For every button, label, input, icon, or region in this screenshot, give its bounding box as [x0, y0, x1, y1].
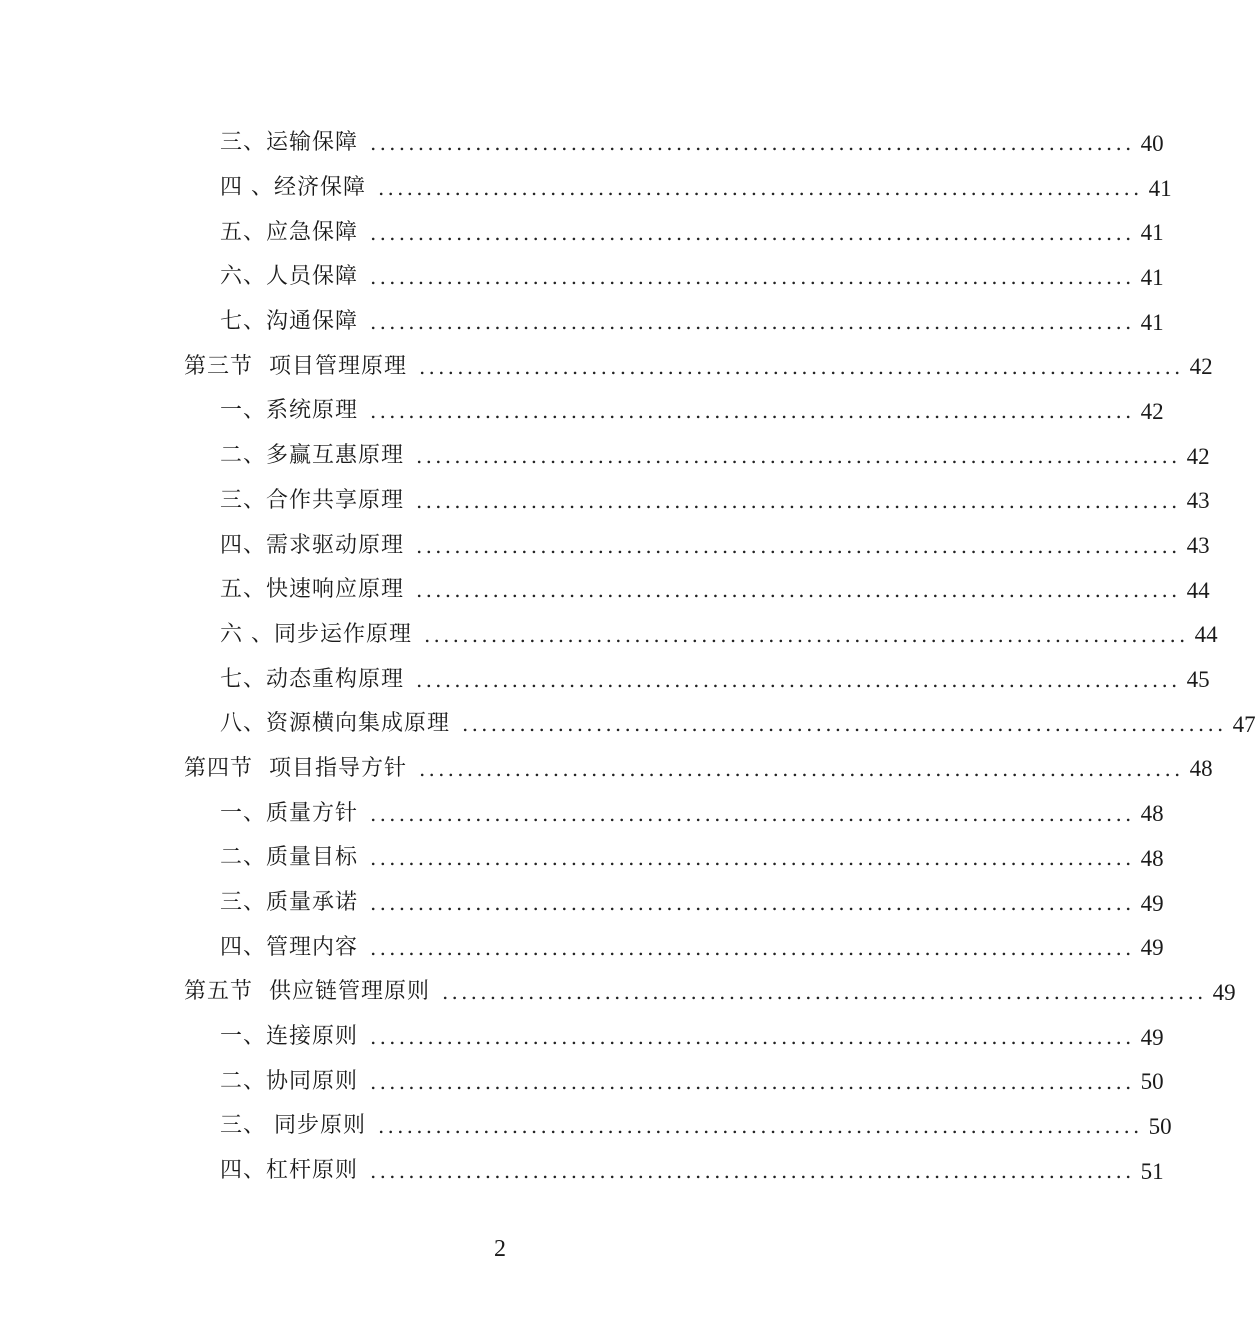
page-number: 2 [494, 1236, 506, 1262]
dot-leader: ................................................................................ [370, 801, 1135, 826]
toc-entry-page: 44 [1194, 622, 1218, 648]
toc-entry-page: 48 [1140, 801, 1164, 827]
toc-entry-page: 48 [1140, 845, 1164, 871]
toc-entry-label: 三、运输保障 [220, 130, 359, 156]
dot-leader: ................................................................................ [378, 176, 1143, 201]
toc-entry-label: 三、合作共享原理 [220, 487, 405, 513]
dot-leader: ................................................................................ [370, 846, 1135, 871]
toc-entry-label: 四、杠杆原则 [220, 1158, 359, 1184]
toc-entry[interactable] [0, 1059, 1164, 1104]
toc-entry-label: 三、 同步原则 [220, 1113, 366, 1139]
toc-entry-label: 一、连接原则 [220, 1024, 359, 1050]
dot-leader: ................................................................................ [416, 578, 1181, 603]
toc-entry[interactable] [0, 836, 1164, 881]
dot-leader: ................................................................................ [442, 980, 1207, 1005]
toc-entry[interactable] [0, 702, 1256, 747]
toc-entry-page: 49 [1140, 935, 1164, 961]
toc-entry[interactable] [0, 568, 1210, 613]
toc-entry[interactable] [0, 166, 1172, 211]
dot-leader: ................................................................................ [419, 756, 1184, 781]
dot-leader: ................................................................................ [419, 354, 1184, 379]
toc-entry[interactable] [0, 255, 1164, 300]
toc-entry[interactable] [0, 1015, 1164, 1060]
toc-entry-page: 50 [1140, 1069, 1164, 1095]
toc-entry[interactable] [0, 1104, 1172, 1149]
dot-leader: ................................................................................ [416, 667, 1181, 692]
toc-entry-page: 43 [1186, 488, 1210, 514]
toc-entry-page: 42 [1140, 398, 1164, 424]
toc-entry-label: 二、协同原则 [220, 1068, 359, 1094]
toc-entry-page: 51 [1140, 1158, 1164, 1184]
dot-leader: ................................................................................ [370, 1159, 1135, 1184]
dot-leader: ................................................................................ [462, 712, 1227, 737]
toc-entry-page: 49 [1212, 979, 1236, 1005]
dot-leader: ................................................................................ [416, 488, 1181, 513]
toc-entry-label: 一、质量方针 [220, 800, 359, 826]
toc-entry-page: 40 [1140, 130, 1164, 156]
toc-entry-label: 四 、经济保障 [220, 175, 366, 201]
toc-entry-page: 42 [1189, 354, 1213, 380]
toc-entry-label: 七、动态重构原理 [220, 666, 405, 692]
toc-entry-page: 49 [1140, 1024, 1164, 1050]
toc-entry-label: 六 、同步运作原理 [220, 621, 412, 647]
toc-entry[interactable] [0, 479, 1210, 524]
dot-leader: ................................................................................ [416, 533, 1181, 558]
toc-entry-label: 五、应急保障 [220, 219, 359, 245]
toc-entry-label: 五、快速响应原理 [220, 577, 405, 603]
toc-entry-page: 48 [1189, 756, 1213, 782]
toc-entry-page: 49 [1140, 890, 1164, 916]
toc-entry-label: 三、质量承诺 [220, 890, 359, 916]
toc-entry-page: 42 [1186, 443, 1210, 469]
toc-entry[interactable] [0, 881, 1164, 926]
dot-leader: ................................................................................ [370, 131, 1135, 156]
toc-entry-page: 41 [1148, 175, 1172, 201]
dot-leader: ................................................................................ [370, 1069, 1135, 1094]
toc-section-label: 第五节 供应链管理原则 [184, 979, 430, 1005]
toc-entry[interactable] [0, 925, 1164, 970]
dot-leader: ................................................................................ [378, 1114, 1143, 1139]
toc-entry[interactable] [0, 300, 1164, 345]
toc-entry-label: 六、人员保障 [220, 264, 359, 290]
toc-entry-page: 41 [1140, 220, 1164, 246]
toc-entry[interactable] [0, 434, 1210, 479]
toc-entry-label: 七、沟通保障 [220, 309, 359, 335]
toc-entry-label: 二、多赢互惠原理 [220, 443, 405, 469]
dot-leader: ................................................................................ [370, 265, 1135, 290]
toc-entry-page: 41 [1140, 264, 1164, 290]
toc-section-entry[interactable] [0, 970, 1236, 1015]
toc-entry-label: 二、质量目标 [220, 845, 359, 871]
toc-entry[interactable] [0, 613, 1218, 658]
table-of-contents [0, 121, 1256, 1194]
toc-entry-page: 41 [1140, 309, 1164, 335]
toc-entry-page: 44 [1186, 577, 1210, 603]
toc-entry-page: 45 [1186, 667, 1210, 693]
toc-section-label: 第三节 项目管理原理 [184, 353, 407, 379]
toc-entry[interactable] [0, 523, 1210, 568]
dot-leader: ................................................................................ [370, 891, 1135, 916]
toc-entry[interactable] [0, 389, 1164, 434]
dot-leader: ................................................................................ [370, 220, 1135, 245]
toc-section-entry[interactable] [0, 344, 1213, 389]
dot-leader: ................................................................................ [370, 399, 1135, 424]
toc-entry-label: 八、资源横向集成原理 [220, 711, 451, 737]
dot-leader: ................................................................................ [370, 935, 1135, 960]
toc-entry-label: 四、需求驱动原理 [220, 532, 405, 558]
toc-entry[interactable] [0, 657, 1210, 702]
dot-leader: ................................................................................ [424, 622, 1189, 647]
toc-entry-label: 四、管理内容 [220, 934, 359, 960]
toc-entry[interactable] [0, 791, 1164, 836]
toc-entry[interactable] [0, 210, 1164, 255]
dot-leader: ................................................................................ [416, 444, 1181, 469]
toc-section-entry[interactable] [0, 747, 1213, 792]
toc-entry-page: 47 [1232, 711, 1256, 737]
toc-entry[interactable] [0, 121, 1164, 166]
dot-leader: ................................................................................ [370, 310, 1135, 335]
toc-entry[interactable] [0, 1149, 1164, 1194]
toc-entry-label: 一、系统原理 [220, 398, 359, 424]
toc-entry-page: 50 [1148, 1113, 1172, 1139]
dot-leader: ................................................................................ [370, 1025, 1135, 1050]
toc-entry-page: 43 [1186, 533, 1210, 559]
toc-section-label: 第四节 项目指导方针 [184, 755, 407, 781]
